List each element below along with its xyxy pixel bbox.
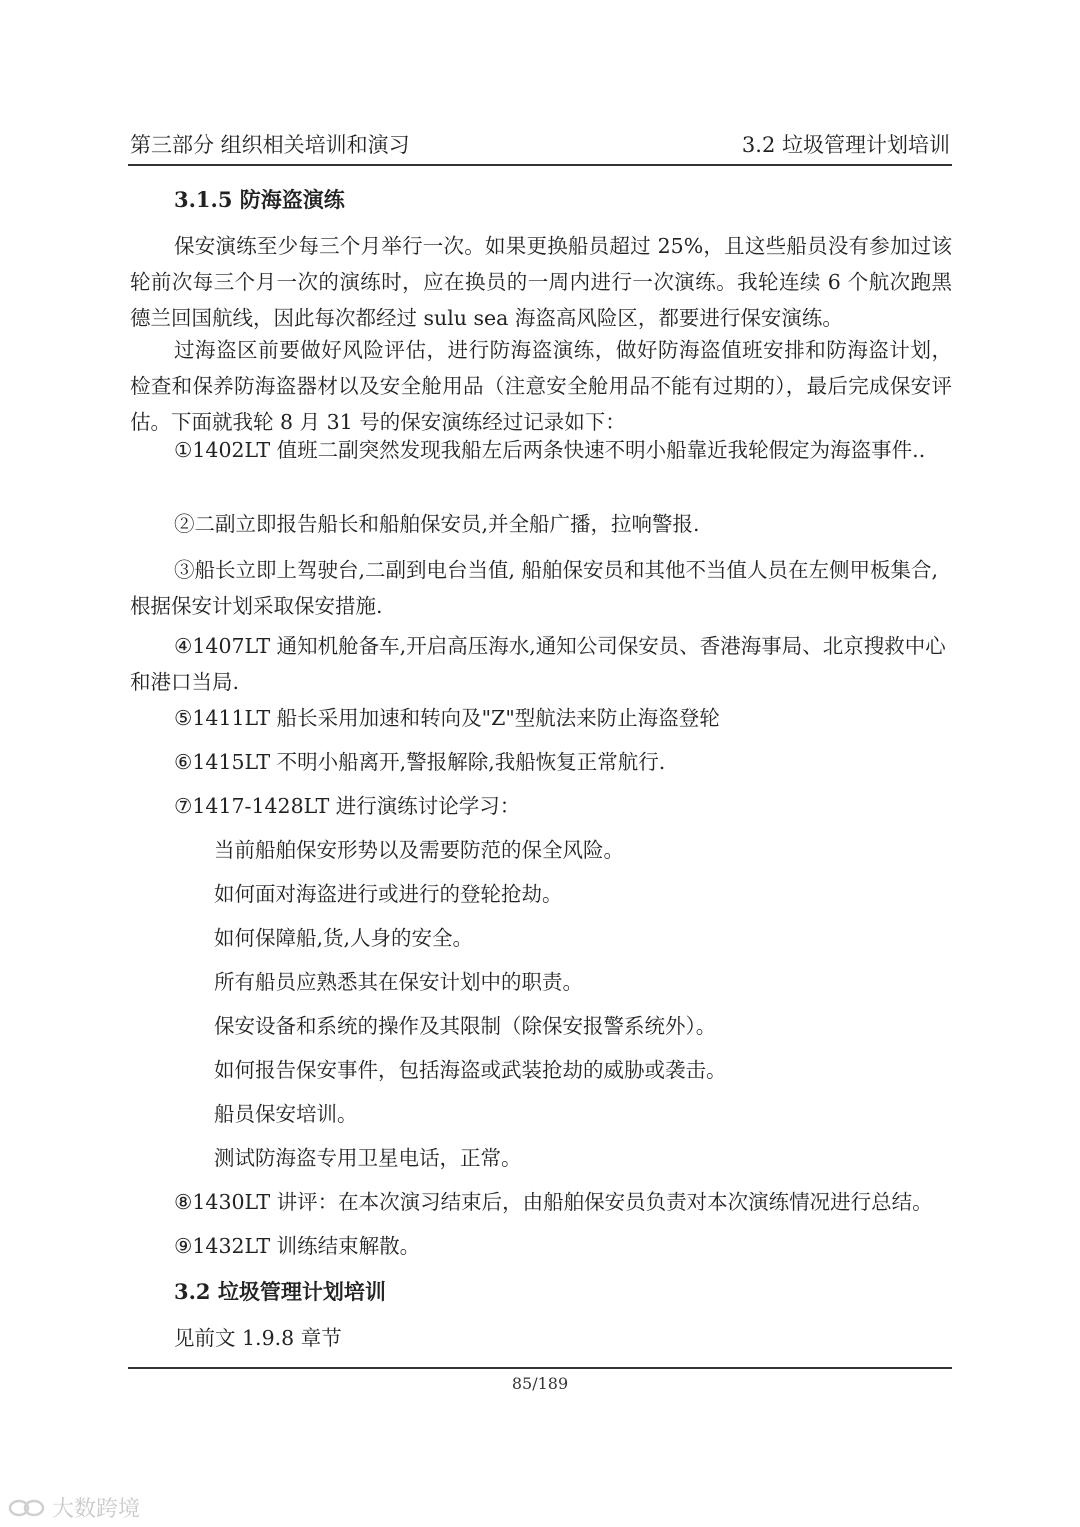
page-number: 85/189: [511, 1374, 569, 1393]
drill-item-4: ④1407LT 通知机舱备车,开启高压海水,通知公司保安员、香港海事局、北京搜救中心和港口当局.: [130, 634, 946, 694]
discussion-point-5: 保安设备和系统的操作及其限制（除保安报警系统外）。: [214, 1014, 717, 1038]
discussion-point-1: 当前船舶保安形势以及需要防范的保全风险。: [214, 838, 624, 862]
header-chapter: 第三部分 组织相关培训和演习: [130, 133, 410, 157]
page-header: [128, 128, 952, 166]
watermark: [8, 1492, 140, 1523]
drill-item-8: ⑧1430LT 讲评：在本次演习结束后，由船舶保安员负责对本次演练情况进行总结。: [174, 1190, 933, 1214]
drill-item-9: ⑨1432LT 训练结束解散。: [174, 1234, 421, 1258]
discussion-point-2: 如何面对海盗进行或进行的登轮抢劫。: [214, 882, 563, 906]
section-title-32: 3.2 垃圾管理计划培训: [174, 1279, 386, 1304]
drill-item-7: ⑦1417-1428LT 进行演练讨论学习：: [174, 794, 521, 818]
discussion-point-4: 所有船员应熟悉其在保安计划中的职责。: [214, 970, 583, 994]
paragraph-1: 保安演练至少每三个月举行一次。如果更换船员超过 25%，且这些船员没有参加过该轮前次每三个月一次的演练时，应在换员的一周内进行一次演练。我轮连续 6 个航次跑黑德兰回国航线，因此每次都经过 sulu sea 海盗高风险区，都要进行保安演练。: [130, 234, 952, 330]
drill-item-3: ③船长立即上驾驶台,二副到电台当值, 船舶保安员和其他不当值人员在左侧甲板集合,根据保安计划采取保安措施.: [130, 558, 939, 618]
watermark-text: 大数跨境: [52, 1497, 141, 1522]
header-section: 3.2 垃圾管理计划培训: [741, 133, 950, 157]
drill-item-6: ⑥1415LT 不明小船离开,警报解除,我船恢复正常航行.: [174, 750, 666, 774]
section-32-text: 见前文 1.9.8 章节: [174, 1326, 342, 1350]
discussion-point-8: 测试防海盗专用卫星电话，正常。: [214, 1146, 522, 1170]
footer-rule: [128, 1367, 952, 1369]
drill-item-5: ⑤1411LT 船长采用加速和转向及"Z"型航法来防止海盗登轮: [174, 706, 720, 730]
discussion-point-7: 船员保安培训。: [214, 1102, 358, 1126]
drill-item-1: ①1402LT 值班二副突然发现我船左后两条快速不明小船靠近我轮假定为海盗事件..: [174, 438, 926, 462]
discussion-point-6: 如何报告保安事件，包括海盗或武装抢劫的威胁或袭击。: [214, 1058, 727, 1082]
drill-item-2: ②二副立即报告船长和船舶保安员,并全船广播，拉响警报.: [174, 512, 700, 536]
section-title-315: 3.1.5 防海盗演练: [174, 187, 345, 212]
paragraph-2: 过海盗区前要做好风险评估，进行防海盗演练，做好防海盗值班安排和防海盗计划，检查和保养防海盗器材以及安全舱用品（注意安全舱用品不能有过期的），最后完成保安评估。下面就我轮 8 月 31 号的保安演练经过记录如下：: [130, 338, 952, 434]
discussion-point-3: 如何保障船,货,人身的安全。: [214, 926, 474, 950]
chain-logo-icon: [8, 1497, 48, 1519]
